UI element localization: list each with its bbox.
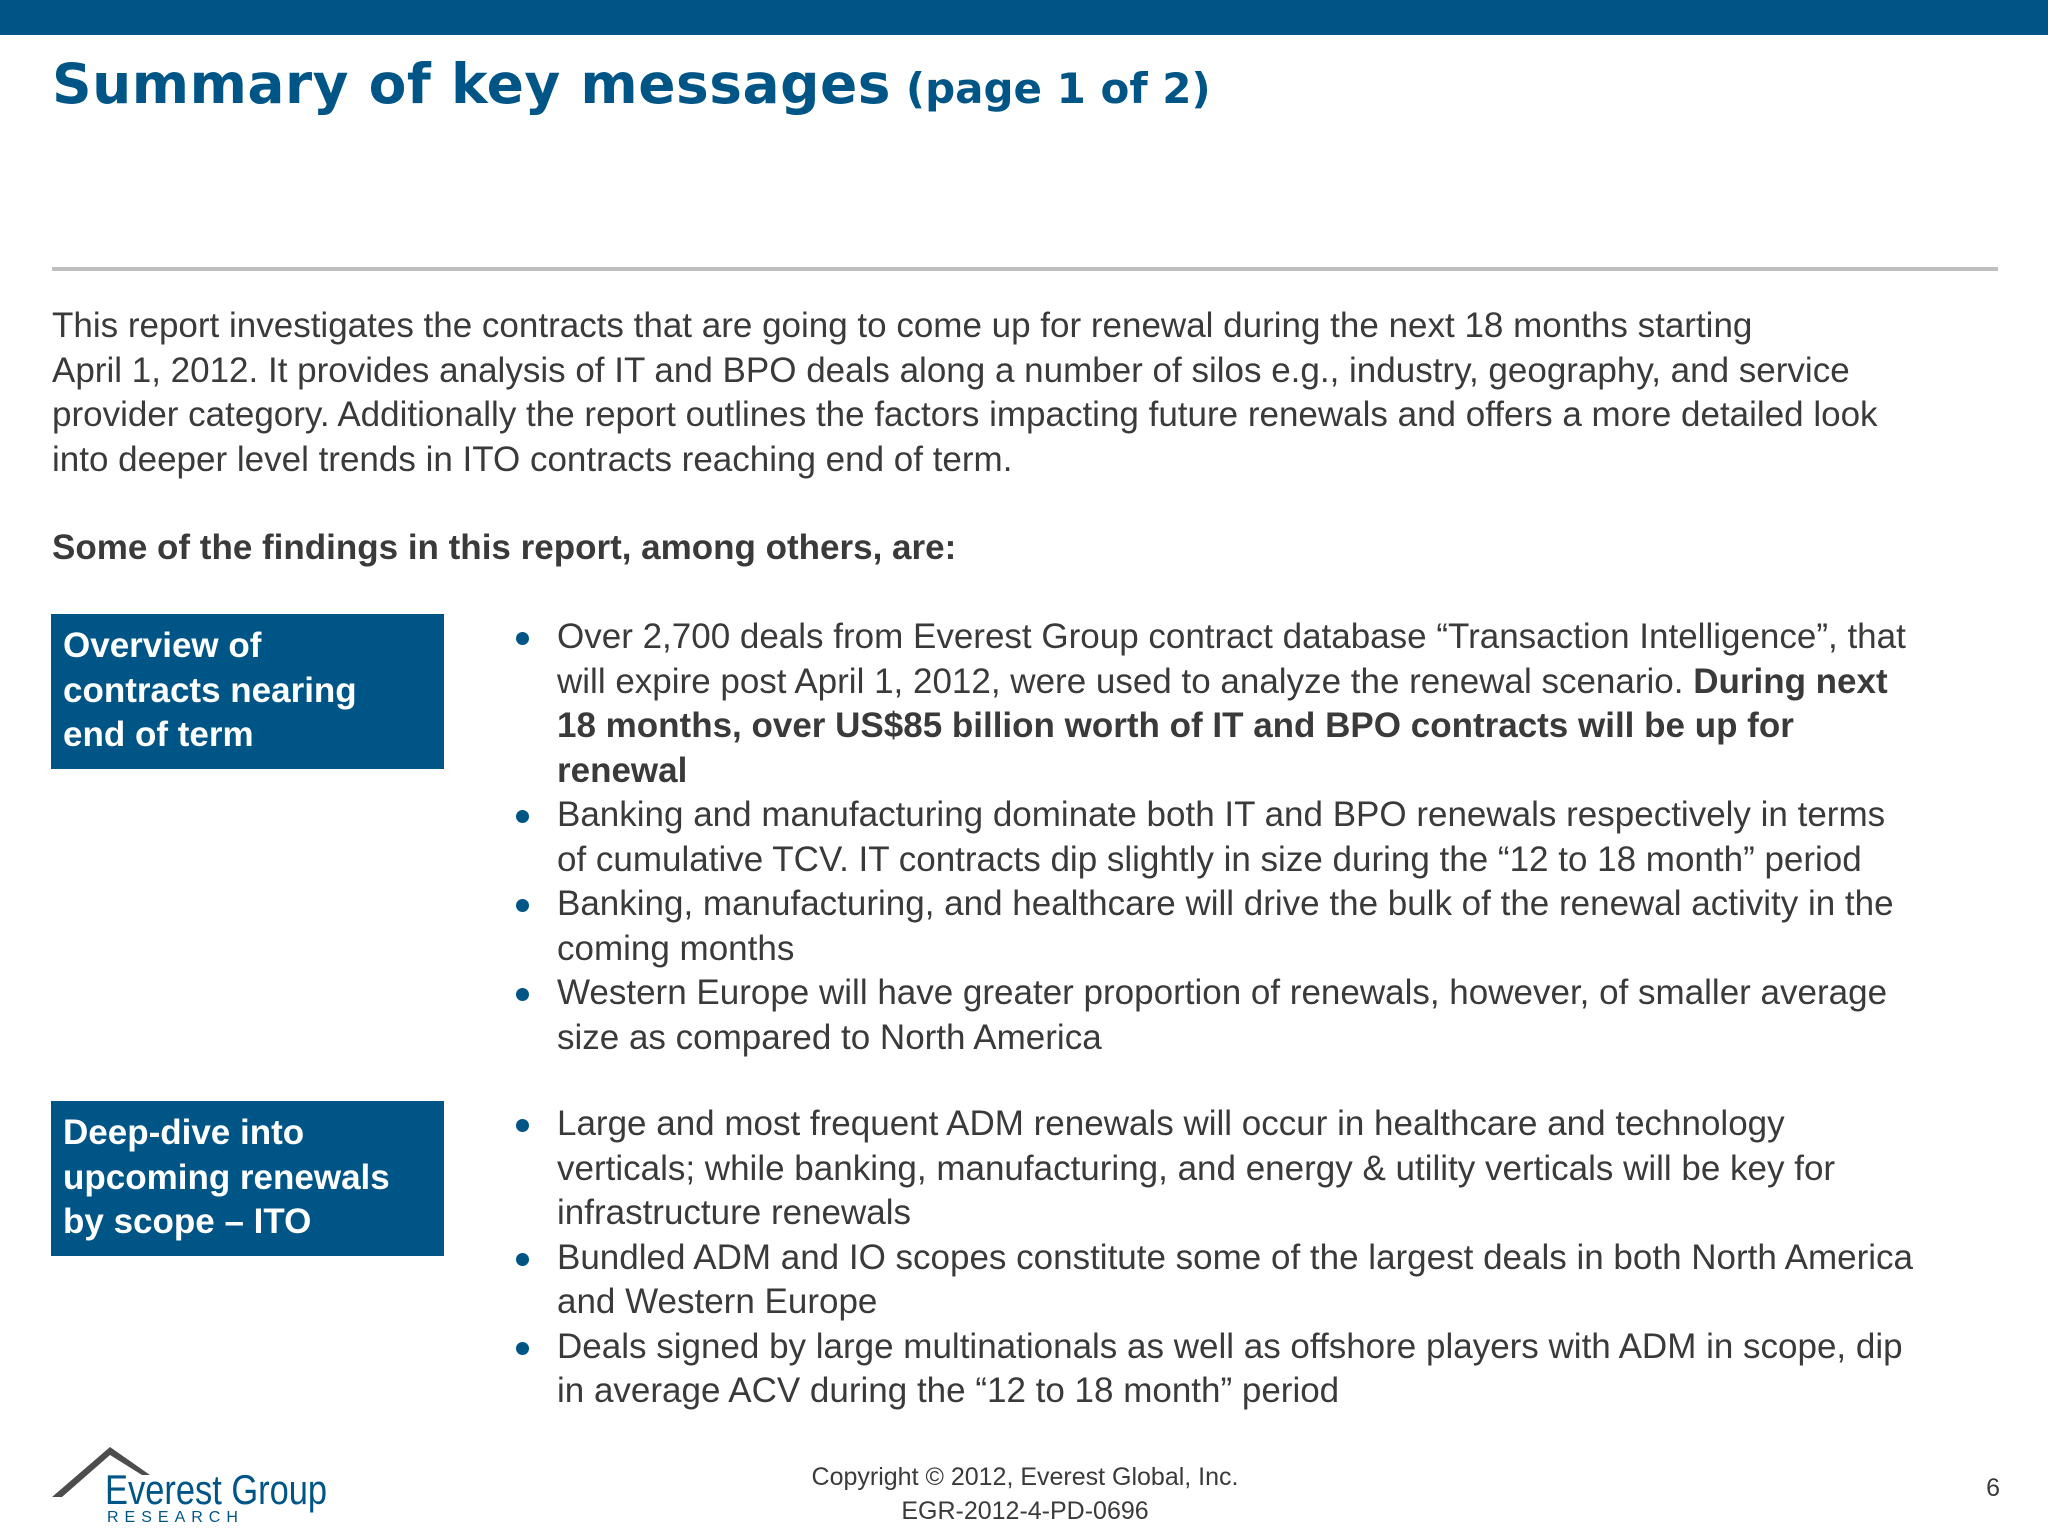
bullet-line: size as compared to North America — [557, 1017, 1102, 1057]
section-label-line: upcoming renewals — [63, 1157, 390, 1197]
bullet-dot-icon — [516, 1253, 529, 1266]
bullet-line: Banking and manufacturing dominate both IT and BPO renewals respectively in terms — [557, 795, 1886, 834]
section-label-line: Deep-dive into — [63, 1113, 305, 1152]
bullet-item — [510, 1102, 2010, 1236]
section-label-line: end of term — [63, 715, 254, 754]
bullet-item — [510, 1325, 2010, 1414]
bullet-line: Over 2,700 deals from Everest Group contract database “Transaction Intelligence”, that — [557, 617, 1906, 656]
bullet-dot-icon — [516, 988, 529, 1001]
bullet-line: and Western Europe — [557, 1282, 878, 1321]
intro-line: April 1, 2012. It provides analysis of IT and BPO deals along a number of silos e.g., industry, geography, and service — [52, 350, 1850, 390]
top-brand-bar — [0, 0, 2048, 35]
bullet-dot-icon — [516, 1342, 529, 1355]
intro-line: provider category. Additionally the report outlines the factors impacting future renewals and offers a more detailed look — [52, 395, 1878, 434]
bullet-line — [557, 660, 2010, 705]
bullet-line: Deals signed by large multinationals as well as offshore players with ADM in scope, dip — [557, 1326, 1903, 1366]
bullet-dot-icon — [516, 810, 529, 823]
bullet-line: in average ACV during the “12 to 18 month” period — [557, 1371, 1340, 1410]
bullet-line: Western Europe will have greater proportion of renewals, however, of smaller average — [557, 973, 1888, 1012]
bullet-dot-icon — [516, 1119, 529, 1132]
findings-heading: Some of the findings in this report, among others, are: — [52, 528, 957, 567]
section-label-line: by scope – ITO — [63, 1202, 312, 1241]
bullet-line: Bundled ADM and IO scopes constitute some of the largest deals in both North America — [557, 1237, 1914, 1277]
title-page-indicator: (page 1 of 2) — [905, 64, 1211, 113]
bullet-highlight: renewal — [557, 750, 688, 790]
bullet-line: of cumulative TCV. IT contracts dip slightly in size during the “12 to 18 month” period — [557, 839, 1862, 879]
bullet-item — [510, 615, 2010, 793]
document-id: EGR-2012-4-PD-0696 — [901, 1497, 1149, 1525]
page-title — [52, 52, 1211, 116]
logo-wordmark: Everest Group — [105, 1466, 328, 1513]
bullet-text: will expire post April 1, 2012, were used to analyze the renewal scenario. — [557, 661, 1694, 701]
section-label-line: Overview of — [63, 626, 262, 665]
bullet-item — [510, 971, 2010, 1060]
bullet-line: infrastructure renewals — [557, 1193, 912, 1232]
bullet-line: coming months — [557, 928, 795, 968]
title-divider — [52, 267, 1998, 271]
bullet-item — [510, 793, 2010, 882]
section-label-overview — [51, 614, 444, 769]
deep-dive-bullet-list — [510, 1102, 2010, 1414]
copyright-text: Copyright © 2012, Everest Global, Inc. — [811, 1463, 1239, 1491]
bullet-line: verticals; while banking, manufacturing, and energy & utility verticals will be key for — [557, 1148, 1836, 1188]
bullet-line: Banking, manufacturing, and healthcare will drive the bulk of the renewal activity in the — [557, 884, 1894, 923]
intro-line: into deeper level trends in ITO contracts reaching end of term. — [52, 439, 1013, 479]
overview-bullet-list — [510, 615, 2010, 1060]
section-label-deep-dive — [51, 1101, 444, 1256]
bullet-highlight: During next — [1693, 661, 1888, 701]
title-main: Summary of key messages — [52, 52, 891, 116]
bullet-item — [510, 1236, 2010, 1325]
bullet-line — [557, 704, 2010, 749]
logo-subtext: RESEARCH — [107, 1509, 244, 1526]
bullet-dot-icon — [516, 899, 529, 912]
bullet-dot-icon — [516, 632, 529, 645]
bullet-highlight: 18 months, over US$85 billion worth of IT and BPO contracts will be up for — [557, 706, 1794, 745]
page-number: 6 — [1986, 1474, 2000, 1502]
footer-copyright-block — [760, 1460, 1290, 1528]
intro-line: This report investigates the contracts that are going to come up for renewal during the next 18 months starting — [52, 306, 1753, 345]
bullet-item — [510, 882, 2010, 971]
bullet-line — [557, 749, 2010, 794]
section-label-line: contracts nearing — [63, 670, 357, 710]
bullet-line: Large and most frequent ADM renewals will occur in healthcare and technology — [557, 1104, 1785, 1143]
intro-paragraph — [52, 304, 2012, 482]
